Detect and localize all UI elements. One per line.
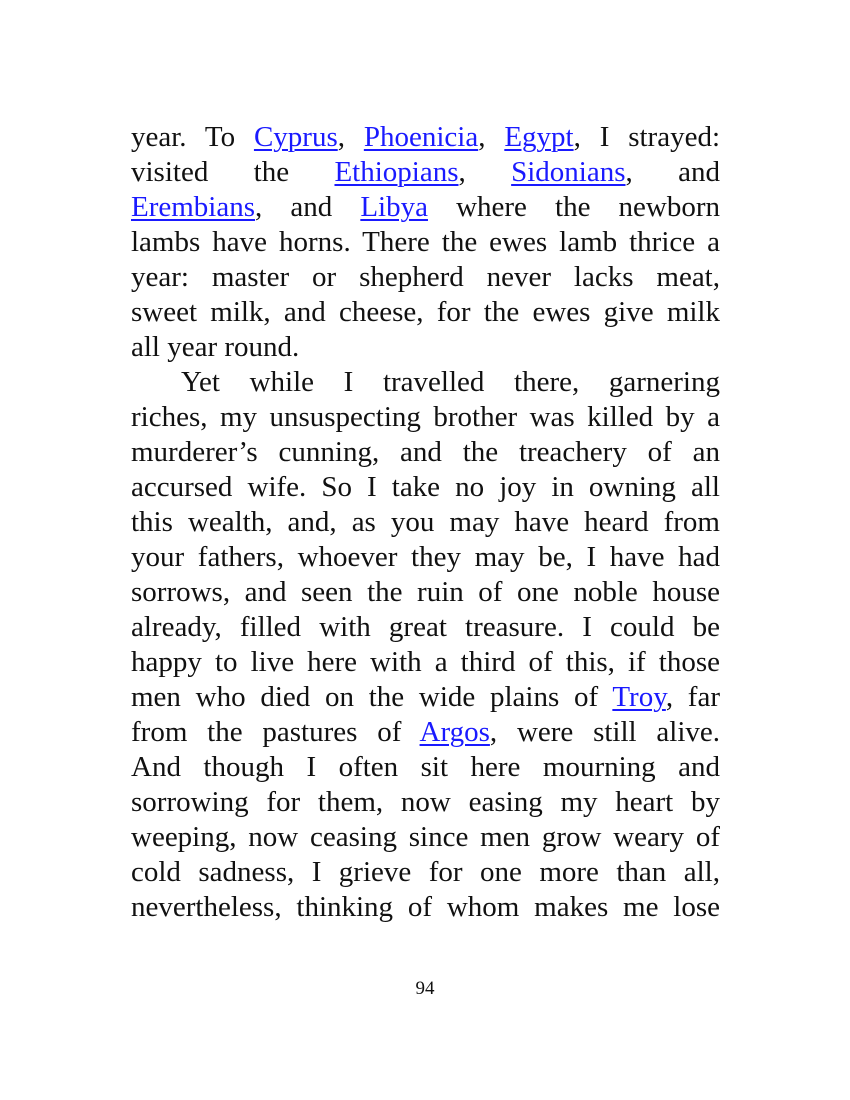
text-line: sorrows, and seen the ruin of one noble house [131, 576, 720, 608]
text-run: year. To [131, 121, 254, 153]
text-line: this wealth, and, as you may have heard from [131, 506, 720, 538]
text-line [131, 120, 720, 155]
text-line: Yet while I travelled there, garnering [181, 366, 720, 398]
text-line [131, 155, 720, 190]
text-line [131, 715, 720, 750]
body-text [131, 120, 720, 925]
text-line: already, filled with great treasure. I could be [131, 611, 720, 643]
text-run: , were still alive. [489, 716, 720, 748]
text-line: your fathers, whoever they may be, I have had [131, 541, 720, 573]
text-line: all year round. [131, 331, 300, 363]
text-line: year: master or shepherd never lacks meat, [131, 261, 720, 293]
text-line: lambs have horns. There the ewes lamb thrice a [131, 226, 720, 258]
text-run: , and [625, 156, 720, 188]
text-line: sweet milk, and cheese, for the ewes give milk [131, 296, 720, 328]
text-run: , I strayed: [573, 121, 720, 153]
text-run: , far [665, 681, 720, 713]
text-run: from the pastures of [131, 716, 420, 748]
text-line [131, 190, 720, 225]
text-run: , [458, 156, 512, 188]
link-libya[interactable]: Libya [360, 191, 428, 223]
link-phoenicia[interactable]: Phoenicia [363, 121, 479, 153]
link-sidonians[interactable]: Sidonians [511, 156, 626, 188]
text-line: weeping, now ceasing since men grow weary of [131, 821, 720, 853]
text-line: happy to live here with a third of this, if those [131, 646, 720, 678]
text-run: , and [255, 191, 361, 223]
text-line: murderer’s cunning, and the treachery of an [131, 436, 720, 468]
text-line [131, 680, 720, 715]
link-ethiopians[interactable]: Ethiopians [334, 156, 459, 188]
text-line: accursed wife. So I take no joy in owning all [131, 471, 720, 503]
text-run: where the newborn [427, 191, 720, 223]
text-line: cold sadness, I grieve for one more than all, [131, 856, 720, 888]
text-line: riches, my unsuspecting brother was killed by a [131, 401, 720, 433]
link-troy[interactable]: Troy [612, 681, 666, 713]
text-run: , [337, 121, 364, 153]
text-line: sorrowing for them, now easing my heart by [131, 786, 720, 818]
link-cyprus[interactable]: Cyprus [253, 121, 338, 153]
text-run: visited the [131, 156, 335, 188]
link-erembians[interactable]: Erembians [131, 191, 256, 223]
text-line: nevertheless, thinking of whom makes me lose [131, 891, 720, 923]
link-argos[interactable]: Argos [419, 716, 490, 748]
page-number: 94 [415, 978, 435, 999]
text-run: men who died on the wide plains of [131, 681, 613, 713]
text-line: And though I often sit here mourning and [131, 751, 720, 783]
link-egypt[interactable]: Egypt [504, 121, 574, 153]
text-run: , [478, 121, 505, 153]
